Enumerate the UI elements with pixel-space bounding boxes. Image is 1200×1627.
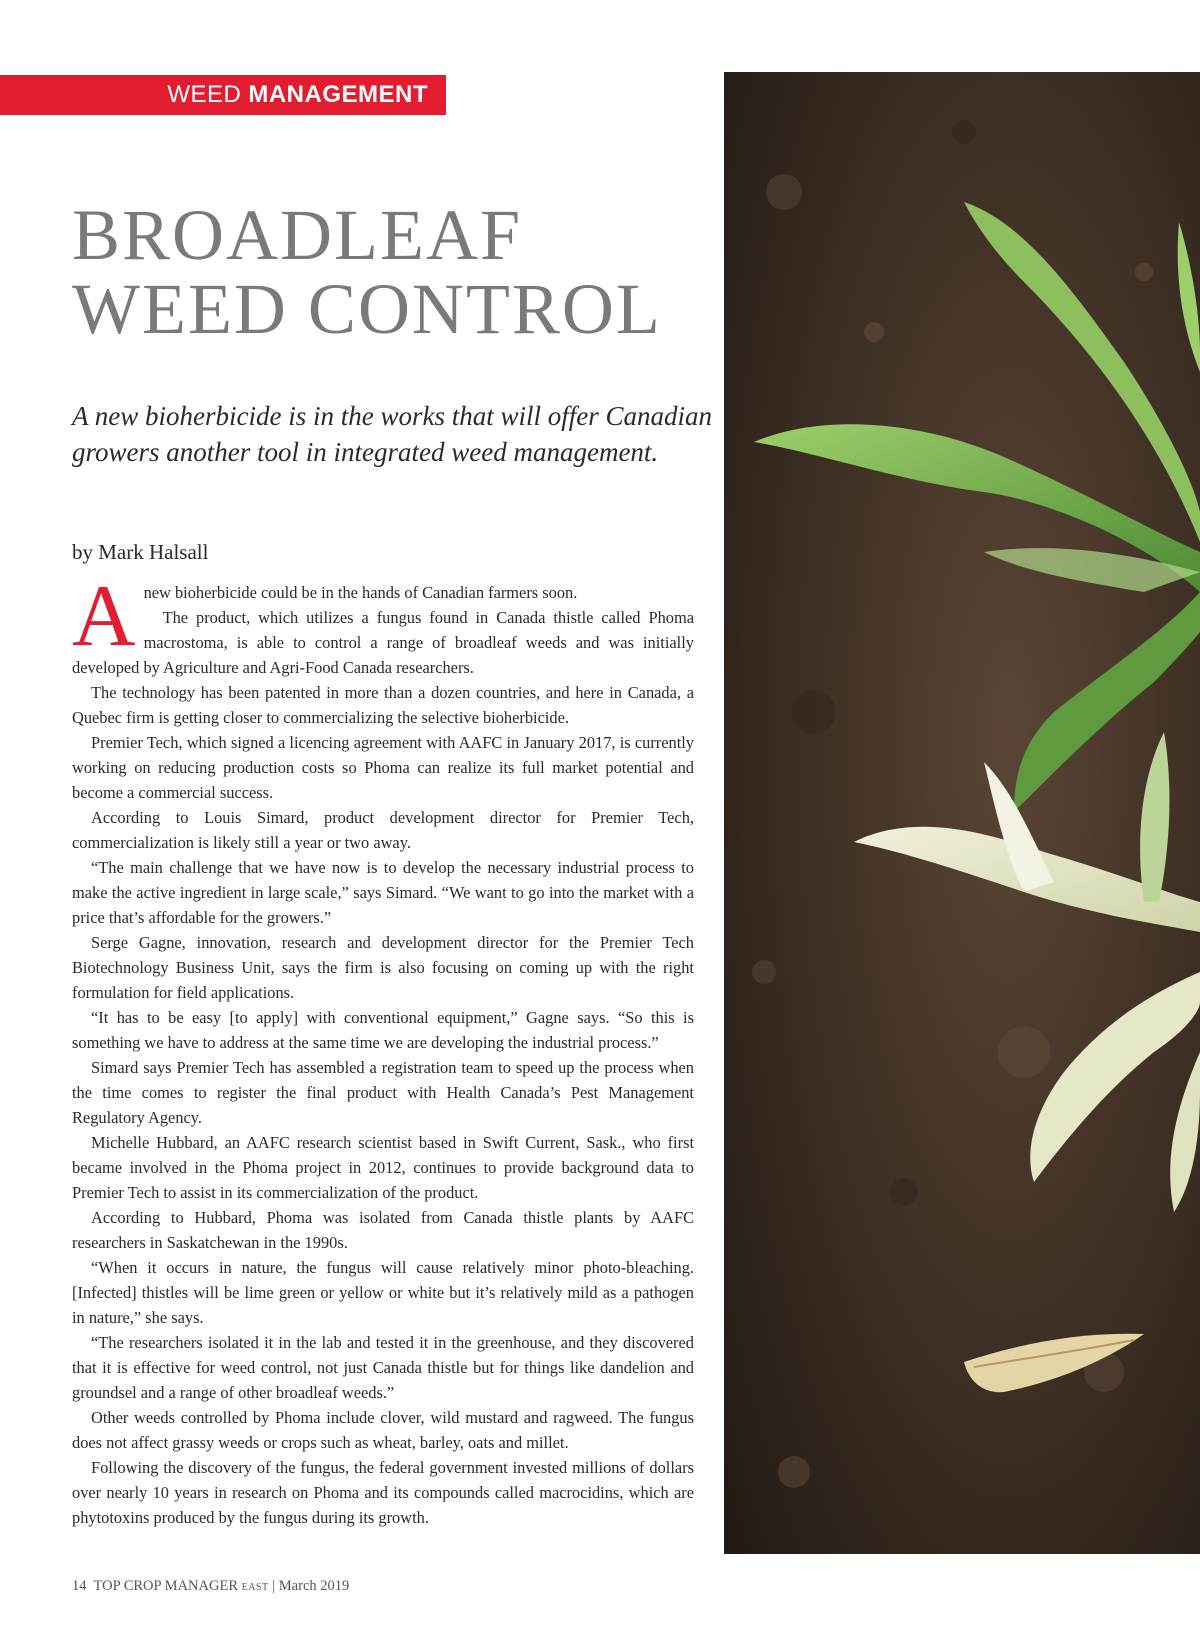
- paragraph-8: “It has to be easy [to apply] with conventional equipment,” Gagne says. “So this is something we have to address at the same time we are developing the industrial process.”: [72, 1008, 694, 1052]
- soil-and-weeds-illustration: [724, 72, 1200, 1554]
- paragraph-5: According to Louis Simard, product development director for Premier Tech, commercialization is likely still a year or two away.: [72, 808, 694, 852]
- section-tag: [0, 75, 446, 115]
- paragraph-14: Other weeds controlled by Phoma include clover, wild mustard and ragweed. The fungus does not affect grassy weeds or crops such as wheat, barley, oats and millet.: [72, 1408, 694, 1452]
- article-body: [72, 568, 694, 1530]
- issue-date: March 2019: [278, 1578, 350, 1594]
- soil-background: [724, 72, 1200, 1554]
- section-tag-bold: MANAGEMENT: [248, 81, 428, 108]
- title-line-1: BROADLEAF: [72, 195, 523, 275]
- magazine-name: TOP CROP MANAGER: [93, 1578, 238, 1594]
- paragraph-11: According to Hubbard, Phoma was isolated from Canada thistle plants by AAFC researchers in Saskatchewan in the 1990s.: [72, 1208, 694, 1252]
- weed-photo: [724, 72, 1200, 1554]
- byline: by Mark Halsall: [72, 540, 209, 564]
- article-deck: A new bioherbicide is in the works that will offer Canadian growers another tool in integrated weed management.: [72, 401, 712, 467]
- section-tag-light: WEED: [167, 81, 242, 108]
- paragraph-9: Simard says Premier Tech has assembled a registration team to speed up the process when the time comes to register the final product with Health Canada’s Pest Management Regulatory Agency.: [72, 1058, 694, 1127]
- paragraph-1: Anew bioherbicide could be in the hands of Canadian farmers soon.: [72, 568, 578, 665]
- paragraph-6: “The main challenge that we have now is to develop the necessary industrial process to make the active ingredient in large scale,” says Simard. “We want to go into the market with a price that’s affordable for the growers.”: [72, 858, 694, 927]
- paragraph-7: Serge Gagne, innovation, research and development director for the Premier Tech Biotechnology Business Unit, says the firm is also focusing on coming up with the right formulation for field applications.: [72, 933, 694, 1002]
- footer-separator: |: [272, 1578, 276, 1594]
- paragraph-2: The product, which utilizes a fungus found in Canada thistle called Phoma macrostoma, is able to control a range of broadleaf weeds and was initially developed by Agriculture and Agri-Food Canada researchers.: [72, 608, 694, 677]
- page-number: 14: [72, 1578, 87, 1594]
- paragraph-10: Michelle Hubbard, an AAFC research scientist based in Swift Current, Sask., who first became involved in the Phoma project in 2012, continues to provide background data to Premier Tech to assist in its commercialization of the product.: [72, 1133, 694, 1202]
- title-line-2: WEED CONTROL: [72, 269, 662, 349]
- paragraph-4: Premier Tech, which signed a licencing agreement with AAFC in January 2017, is currently working on reducing production costs so Phoma can realize its full market potential and become a commercial success.: [72, 733, 694, 802]
- page-footer: [72, 1578, 349, 1595]
- paragraph-12: “When it occurs in nature, the fungus will cause relatively minor photo-bleaching. [Infected] thistles will be lime green or yellow or white but it’s relatively mild as a pathogen in nature,” she says.: [72, 1258, 694, 1327]
- magazine-edition: EAST: [241, 1582, 269, 1593]
- paragraph-13: “The researchers isolated it in the lab and tested it in the greenhouse, and they discovered that it is effective for weed control, not just Canada thistle but for things like dandelion and groundsel and a range of other broadleaf weeds.”: [72, 1333, 694, 1402]
- paragraph-15: Following the discovery of the fungus, the federal government invested millions of dollars over nearly 10 years in research on Phoma and its compounds called macrocidins, which are phytotoxins produced by the fungus during its growth.: [72, 1458, 694, 1527]
- paragraph-3: The technology has been patented in more than a dozen countries, and here in Canada, a Quebec firm is getting closer to commercializing the selective bioherbicide.: [72, 683, 694, 727]
- article-title: [72, 195, 712, 349]
- drop-cap: A: [72, 568, 136, 665]
